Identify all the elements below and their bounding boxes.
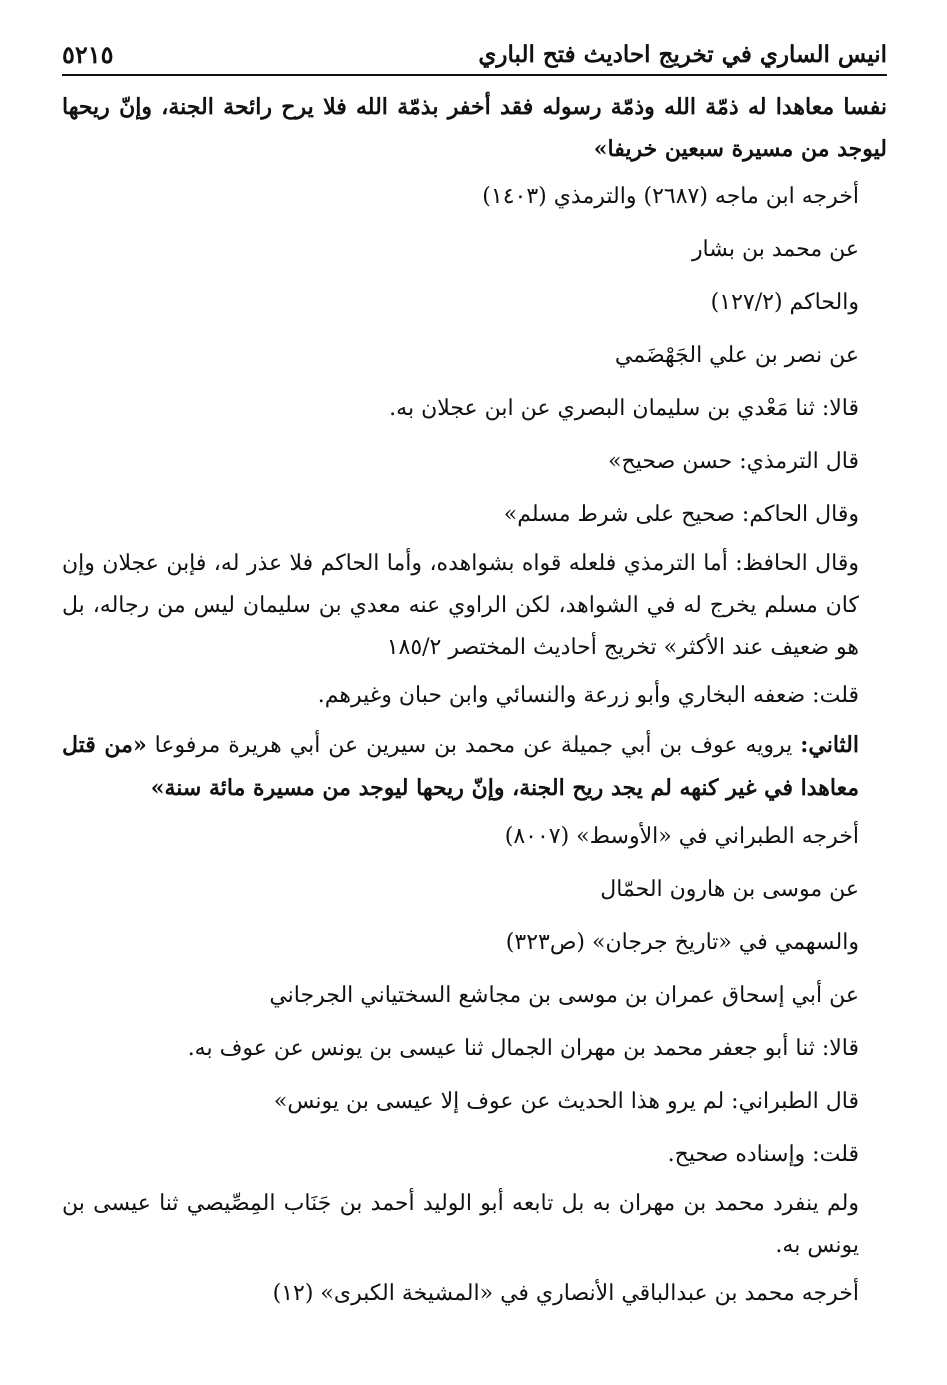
narrator-line: عن محمد بن بشار [691, 237, 859, 262]
book-title: انيس الساري في تخريج احاديث فتح الباري [478, 41, 887, 68]
narrator-line: عن موسى بن هارون الحمّال [600, 877, 859, 902]
second-route-paragraph [62, 724, 887, 810]
chain-line: قالا: ثنا مَعْدي بن سليمان البصري عن ابن عجلان به. [389, 396, 859, 421]
note-line: قلت: ضعفه البخاري وأبو زرعة والنسائي وابن حبان وغيرهم. [317, 683, 859, 708]
hafiz-comment: وقال الحافظ: أما الترمذي فلعله قواه بشواهده، وأما الحاكم فلا عذر له، فإبن عجلان وإن كان مسلم يخرج له في الشواهد، لكن الراوي عنه معدي بن سليمان ليس من رجاله، بل هو ضعيف عند الأكثر» تخريج أحاديث المختصر ١٨٥/٢ [62, 551, 859, 660]
page-number: ٥٢١٥ [62, 40, 114, 69]
second-route-chain: يرويه عوف بن أبي جميلة عن محمد بن سيرين عن أبي هريرة مرفوعا [154, 733, 793, 758]
takhrij-line: والحاكم (١٢٧/٢) [710, 290, 859, 315]
takhrij-line: أخرجه محمد بن عبدالباقي الأنصاري في «المشيخة الكبرى» (١٢) [272, 1281, 859, 1306]
running-header [62, 30, 887, 70]
takhrij-line: أخرجه الطبراني في «الأوسط» (٨٠٠٧) [504, 824, 859, 849]
mutaba-paragraph: ولم ينفرد محمد بن مهران به بل تابعه أبو الوليد أحمد بن جَنَاب المِصِّيصي ثنا عيسى بن يونس به. [62, 1191, 859, 1258]
hadith-text: نفسا معاهدا له ذمّة الله وذمّة رسوله فقد أخفر بذمّة الله فلا يرح رائحة الجنة، وإنّ ريحها ليوجد من مسيرة سبعين خريفا» [62, 94, 887, 162]
takhrij-line: أخرجه ابن ماجه (٢٦٨٧) والترمذي (١٤٠٣) [482, 184, 859, 209]
chain-line: قالا: ثنا أبو جعفر محمد بن مهران الجمال ثنا عيسى بن يونس عن عوف به. [187, 1036, 859, 1061]
narrator-line: عن أبي إسحاق عمران بن موسى بن مجاشع السختياني الجرجاني [269, 983, 859, 1008]
second-label: الثاني: [800, 732, 859, 758]
header-rule [62, 74, 887, 76]
grading-line: قال الطبراني: لم يرو هذا الحديث عن عوف إلا عيسى بن يونس» [273, 1089, 859, 1114]
document-page [62, 30, 887, 1360]
narrator-line: عن نصر بن علي الجَهْضَمي [614, 343, 859, 368]
grading-line: قال الترمذي: حسن صحيح» [608, 449, 859, 474]
hadith-text: «من قتل معاهدا في غير كنهه لم يجد ريح الجنة، وإنّ ريحها ليوجد من مسيرة مائة سنة» [62, 732, 859, 801]
grading-line: وقال الحاكم: صحيح على شرط مسلم» [503, 502, 859, 527]
note-line: قلت: وإسناده صحيح. [667, 1142, 859, 1167]
takhrij-line: والسهمي في «تاريخ جرجان» (ص٣٢٣) [505, 930, 859, 955]
